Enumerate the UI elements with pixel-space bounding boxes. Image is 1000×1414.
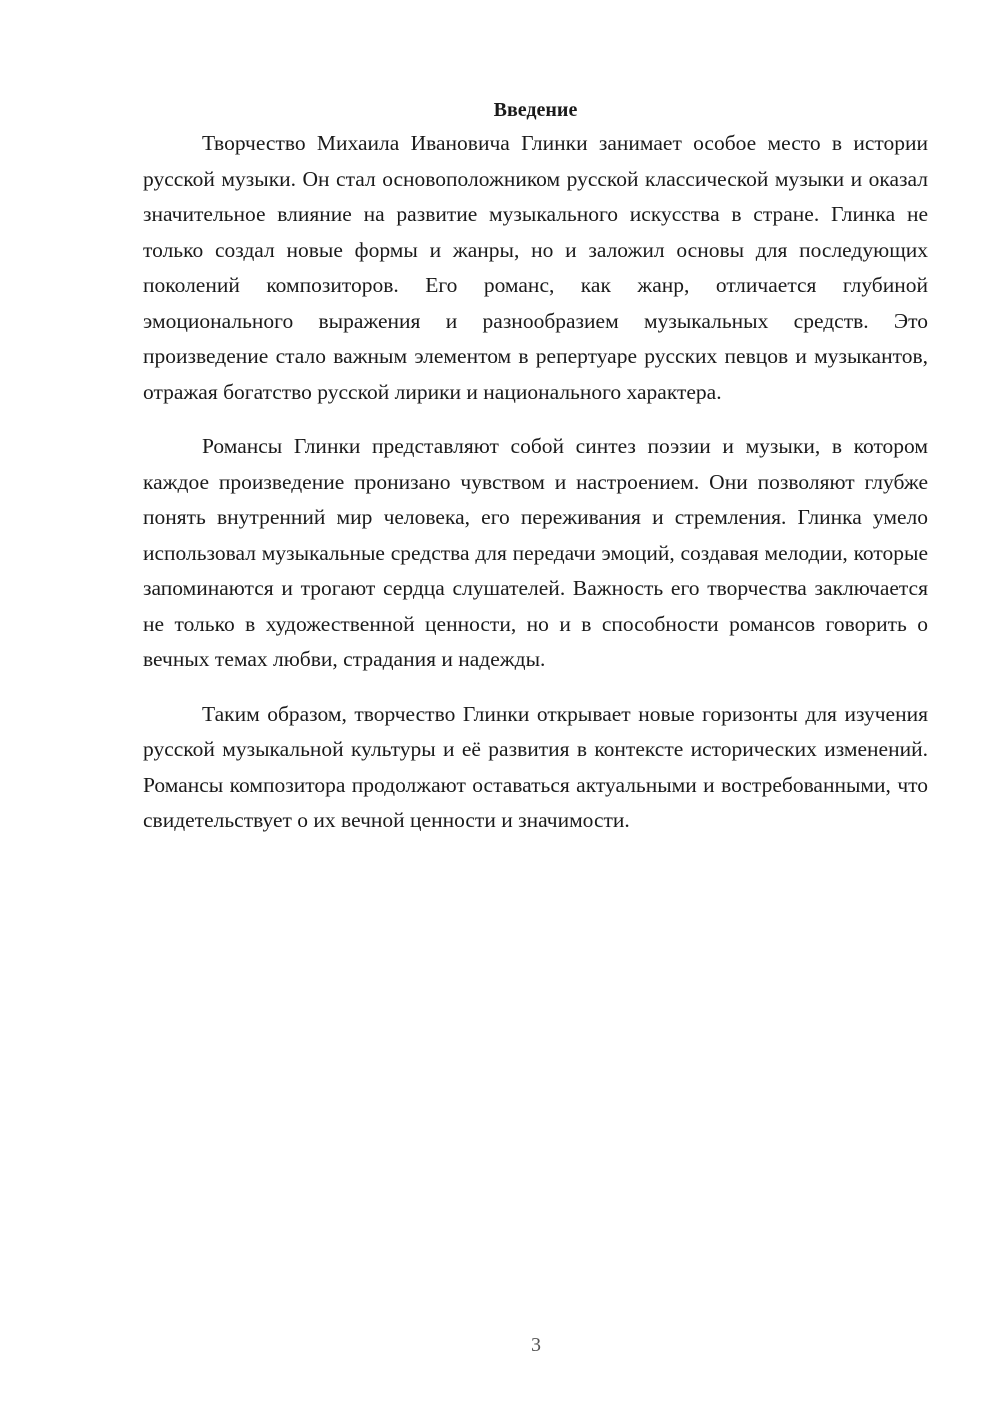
paragraph-2: Романсы Глинки представляют собой синтез поэзии и музыки, в котором каждое произведение пронизано чувством и настроением. Они позволяют глубже понять внутренний мир человека, его переживания и стремления. Глинка умело использовал музыкальные средства для передачи эмоций, создавая мелодии, которые запоминаются и трогают сердца слушателей. Важность его творчества заключается не только в художественной ценности, но и в способности романсов говорить о вечных темах любви, страдания и надежды. <box>143 434 928 671</box>
page-number: 3 <box>531 1334 541 1356</box>
paragraph-3: Таким образом, творчество Глинки открывает новые горизонты для изучения русской музыкальной культуры и её развития в контексте исторических изменений. Романсы композитора продолжают оставаться актуальными и востребованными, что свидетельствует о их вечной ценности и значимости. <box>143 701 928 832</box>
paragraph-1: Творчество Михаила Ивановича Глинки занимает особое место в истории русской музыки. Он стал основоположником русской классической музыки и оказал значительное влияние на развитие музыкального искусства в стране. Глинка не только создал новые формы и жанры, но и заложил основы для последующих поколений композиторов. Его романс, как жанр, отличается глубиной эмоционального выражения и разнообразием музыкальных средств. Это произведение стало важным элементом в репертуаре русских певцов и музыкантов, отражая богатство русской лирики и национального характера. <box>143 131 928 404</box>
section-title: Введение <box>493 99 578 121</box>
page-content <box>143 92 928 858</box>
